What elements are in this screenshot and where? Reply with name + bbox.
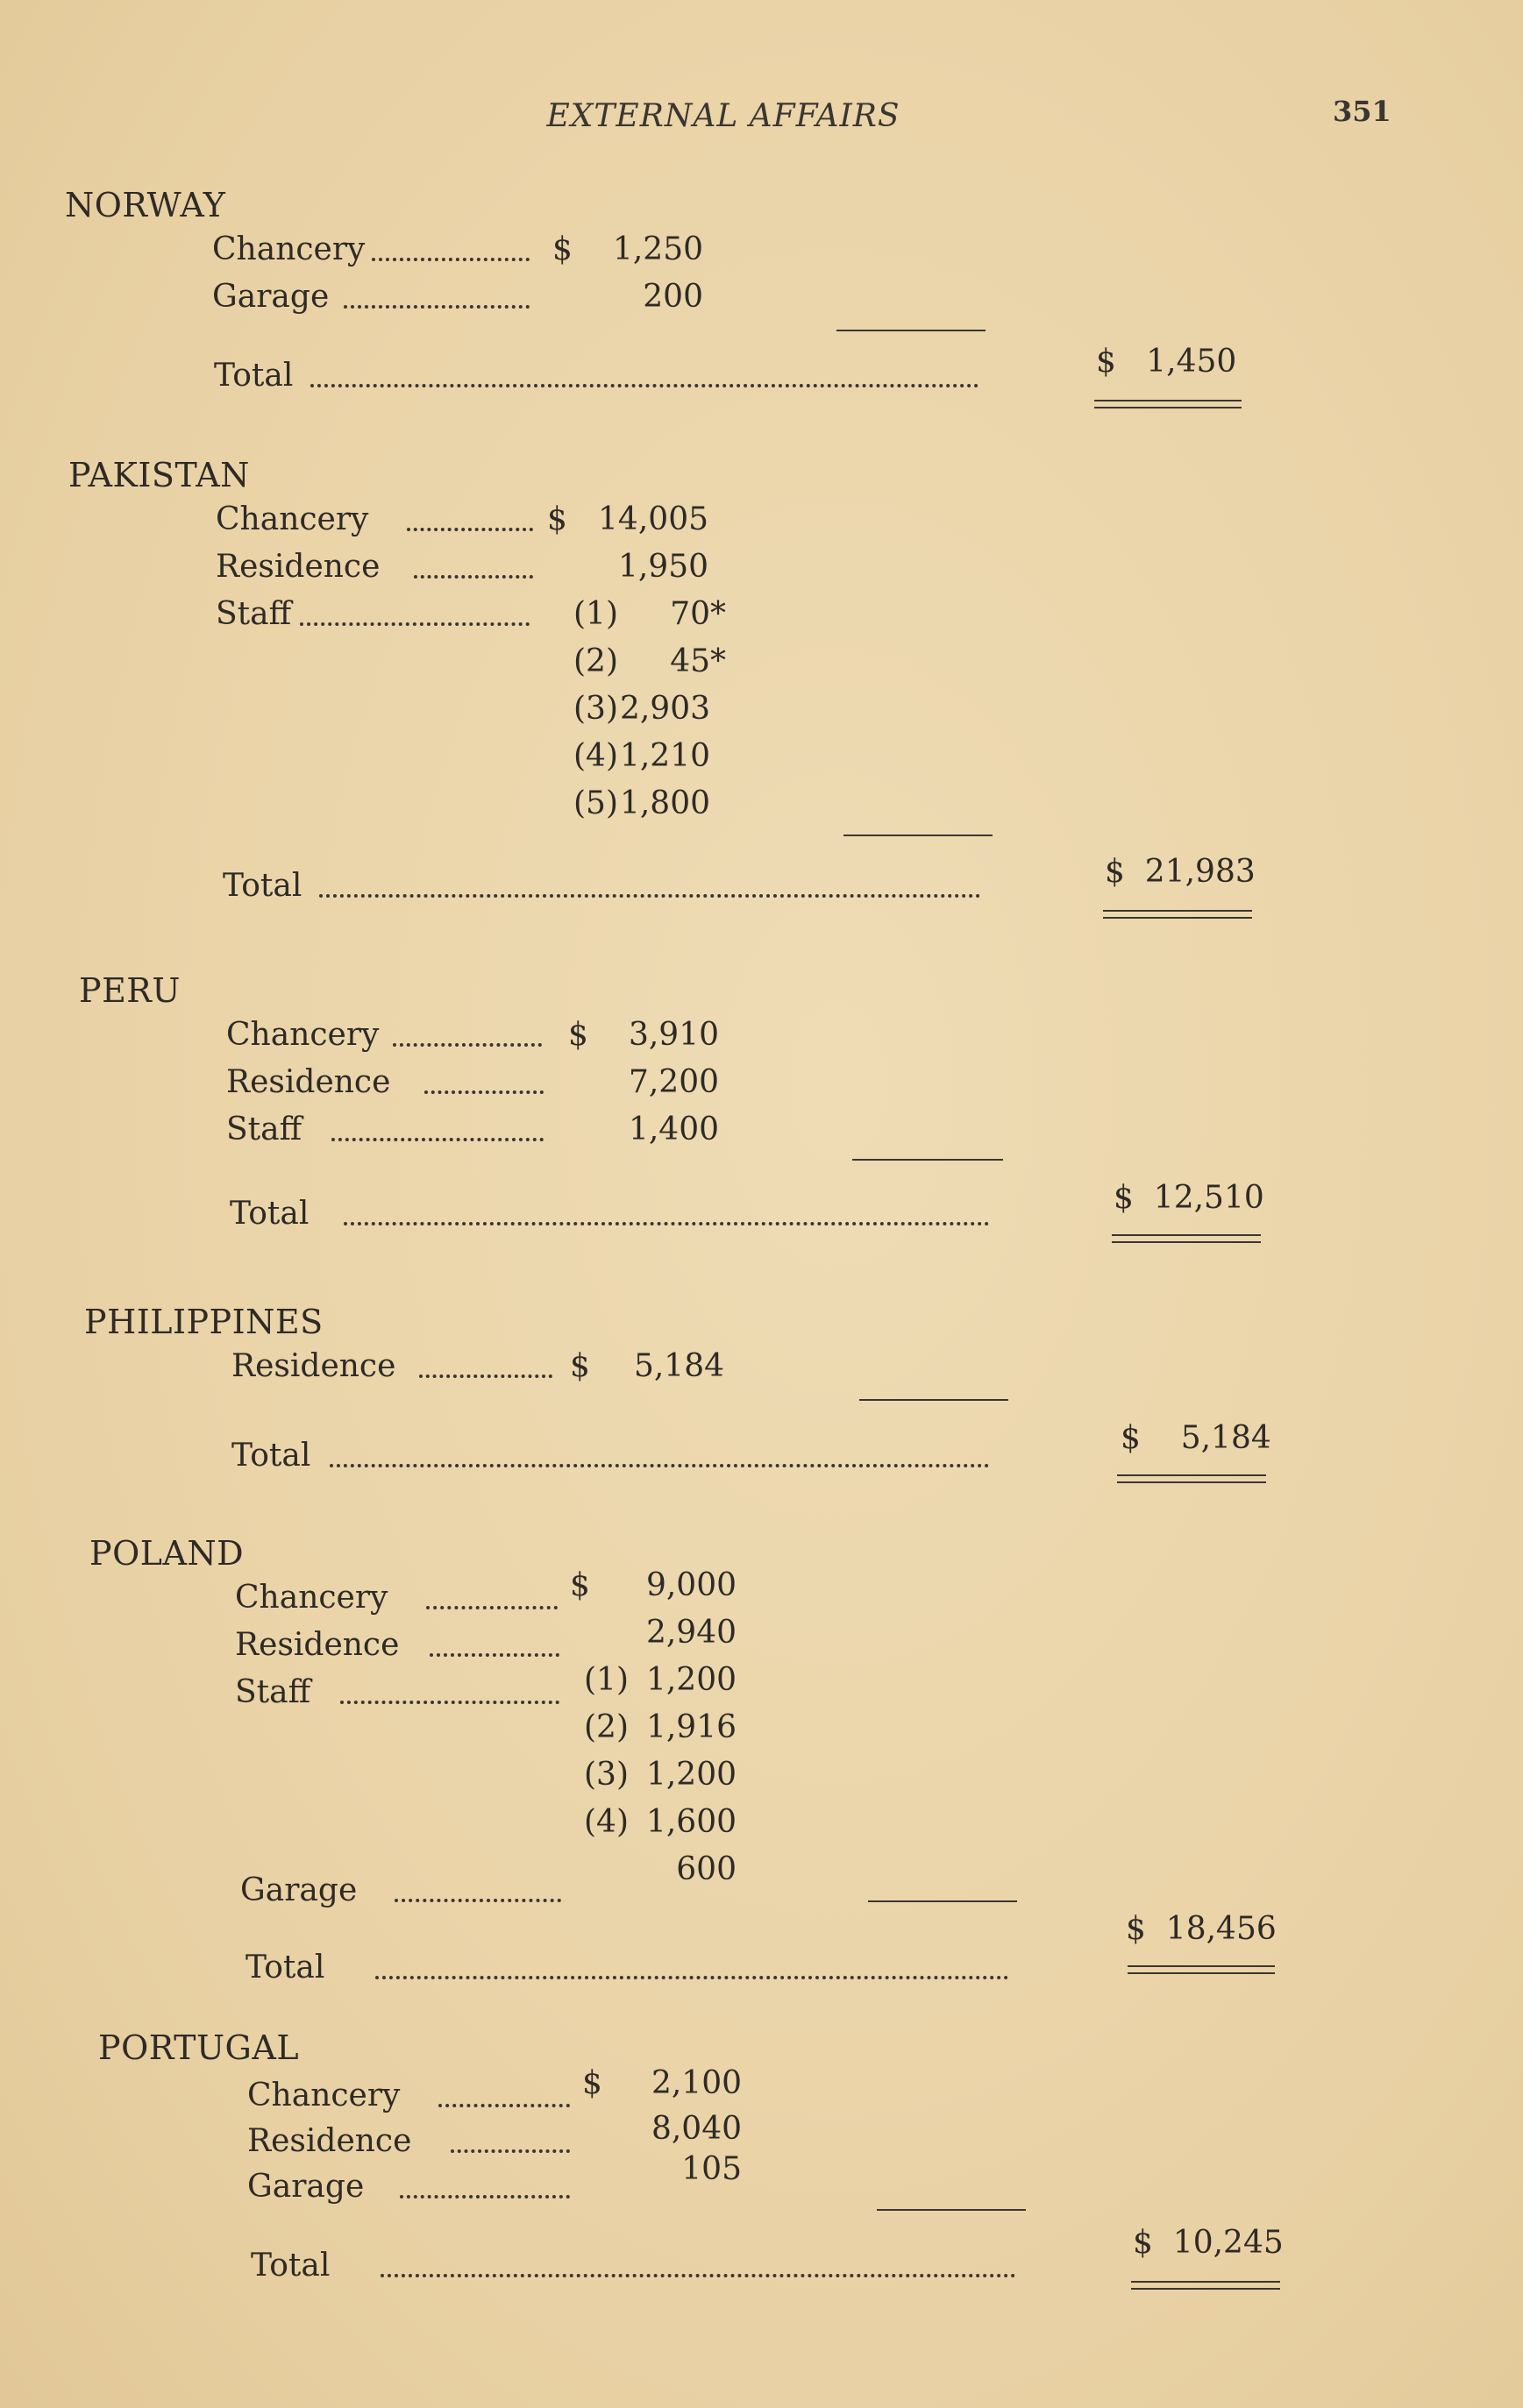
dot-leader xyxy=(375,1976,1008,1979)
total-label: Total xyxy=(223,868,302,904)
staff-sub-number: (3) xyxy=(573,691,618,727)
dollar-sign: $ xyxy=(1121,1420,1141,1456)
item-amount: 1,400 xyxy=(628,1112,719,1147)
total-amount: 1,450 xyxy=(1146,344,1237,380)
dot-leader xyxy=(400,2195,570,2198)
total-double-rule xyxy=(1131,2281,1280,2290)
total-double-rule xyxy=(1103,910,1252,919)
item-amount: 1,916 xyxy=(645,1709,737,1745)
item-label: Residence xyxy=(231,1348,396,1384)
item-amount: 1,800 xyxy=(619,785,710,821)
dot-leader xyxy=(331,1138,544,1141)
total-amount: 18,456 xyxy=(1165,1911,1277,1947)
subtotal-rule xyxy=(852,1159,1003,1161)
total-double-rule xyxy=(1128,1965,1275,1974)
dollar-sign: $ xyxy=(570,1567,590,1603)
total-double-rule xyxy=(1117,1474,1266,1483)
dollar-sign: $ xyxy=(1096,344,1116,380)
total-label: Total xyxy=(231,1438,311,1474)
total-value xyxy=(1114,1180,1264,1216)
total-double-rule xyxy=(1094,400,1242,408)
item-amount: 1,250 xyxy=(612,231,703,267)
country-name: PAKISTAN xyxy=(68,456,250,494)
item-amount: 1,600 xyxy=(645,1804,737,1840)
dot-leader xyxy=(340,1701,559,1704)
dollar-sign: $ xyxy=(582,2065,602,2101)
staff-sub-number: (3) xyxy=(584,1757,629,1793)
item-amount: 2,903 xyxy=(619,691,710,727)
dot-leader xyxy=(438,2104,570,2107)
dot-leader xyxy=(330,1464,989,1467)
dot-leader xyxy=(407,528,533,531)
dot-leader xyxy=(424,1090,544,1094)
total-label: Total xyxy=(230,1196,310,1232)
item-label: Residence xyxy=(235,1627,400,1663)
country-name: PORTUGAL xyxy=(98,2028,300,2067)
total-value xyxy=(1096,344,1236,380)
total-label: Total xyxy=(246,1950,325,1985)
item-label: Chancery xyxy=(247,2078,401,2113)
staff-sub-number: (5) xyxy=(573,785,618,821)
total-value xyxy=(1126,1911,1277,1947)
item-amount: 2,100 xyxy=(651,2065,742,2101)
item-label: Residence xyxy=(226,1064,391,1100)
total-amount: 21,983 xyxy=(1144,854,1256,890)
item-amount: 7,200 xyxy=(628,1064,719,1100)
item-label: Residence xyxy=(216,549,381,585)
subtotal-rule xyxy=(859,1399,1008,1401)
total-value xyxy=(1133,2225,1284,2261)
dollar-sign: $ xyxy=(1105,854,1125,890)
dot-leader xyxy=(344,305,530,309)
staff-sub-number: (4) xyxy=(584,1804,629,1840)
total-amount: 10,245 xyxy=(1172,2225,1284,2261)
staff-sub-number: (4) xyxy=(573,738,618,774)
dot-leader xyxy=(395,1899,561,1902)
staff-sub-number: (2) xyxy=(584,1709,629,1745)
item-label: Staff xyxy=(235,1674,311,1710)
item-label: Chancery xyxy=(216,501,369,537)
staff-sub-number: (1) xyxy=(573,596,618,632)
dot-leader xyxy=(393,1043,542,1047)
dollar-sign: $ xyxy=(547,501,567,537)
page-header: EXTERNAL AFFAIRS xyxy=(546,98,900,134)
item-amount: 9,000 xyxy=(645,1567,737,1603)
dot-leader xyxy=(344,1222,989,1225)
dot-leader xyxy=(381,2274,1015,2277)
item-amount: 2,940 xyxy=(645,1615,737,1651)
item-amount: 14,005 xyxy=(598,501,708,537)
item-label: Chancery xyxy=(235,1580,388,1616)
dot-leader xyxy=(419,1374,552,1378)
dot-leader xyxy=(451,2149,570,2153)
total-value xyxy=(1105,854,1256,890)
page-number: 351 xyxy=(1333,95,1391,128)
item-amount: 1,210 xyxy=(619,738,710,774)
item-amount: 600 xyxy=(676,1851,737,1887)
country-name: NORWAY xyxy=(65,186,226,224)
subtotal-rule xyxy=(877,2209,1026,2211)
item-amount: 1,950 xyxy=(617,549,708,585)
item-amount: 8,040 xyxy=(651,2111,742,2147)
item-label: Chancery xyxy=(212,231,366,267)
dot-leader xyxy=(414,575,533,579)
dollar-sign: $ xyxy=(570,1348,590,1384)
country-name: PHILIPPINES xyxy=(84,1303,324,1341)
total-label: Total xyxy=(214,358,294,394)
staff-sub-number: (2) xyxy=(573,643,618,679)
country-name: POLAND xyxy=(89,1534,245,1573)
item-label: Chancery xyxy=(226,1017,380,1053)
total-amount: 12,510 xyxy=(1153,1180,1264,1216)
item-amount: 1,200 xyxy=(645,1662,737,1698)
subtotal-rule xyxy=(868,1900,1017,1902)
item-amount: 3,910 xyxy=(628,1017,719,1053)
item-amount: 5,184 xyxy=(633,1348,724,1384)
item-label: Residence xyxy=(247,2123,412,2159)
dollar-sign: $ xyxy=(552,231,573,267)
dollar-sign: $ xyxy=(1126,1911,1146,1947)
item-label: Garage xyxy=(212,279,330,315)
item-amount: 200 xyxy=(643,279,703,315)
dot-leader xyxy=(319,894,980,898)
dot-leader xyxy=(372,258,530,261)
item-label: Staff xyxy=(216,596,292,632)
item-label: Staff xyxy=(226,1112,302,1147)
total-value xyxy=(1121,1420,1271,1456)
dot-leader xyxy=(426,1606,558,1609)
item-label: Garage xyxy=(240,1872,358,1908)
dollar-sign: $ xyxy=(568,1017,588,1053)
country-name: PERU xyxy=(79,971,181,1010)
dollar-sign: $ xyxy=(1114,1180,1134,1216)
total-label: Total xyxy=(251,2248,331,2284)
total-amount: 5,184 xyxy=(1180,1420,1271,1456)
dot-leader xyxy=(430,1653,559,1657)
subtotal-rule xyxy=(843,835,993,836)
staff-sub-number: (1) xyxy=(584,1662,629,1698)
subtotal-rule xyxy=(836,330,986,331)
total-double-rule xyxy=(1112,1234,1261,1243)
item-amount: 1,200 xyxy=(645,1757,737,1793)
item-amount: 105 xyxy=(681,2151,742,2187)
dot-leader xyxy=(310,384,979,387)
item-label: Garage xyxy=(247,2169,365,2205)
dollar-sign: $ xyxy=(1133,2225,1153,2261)
dot-leader xyxy=(300,622,530,626)
item-amount: 45* xyxy=(670,643,726,679)
item-amount: 70* xyxy=(670,596,726,632)
